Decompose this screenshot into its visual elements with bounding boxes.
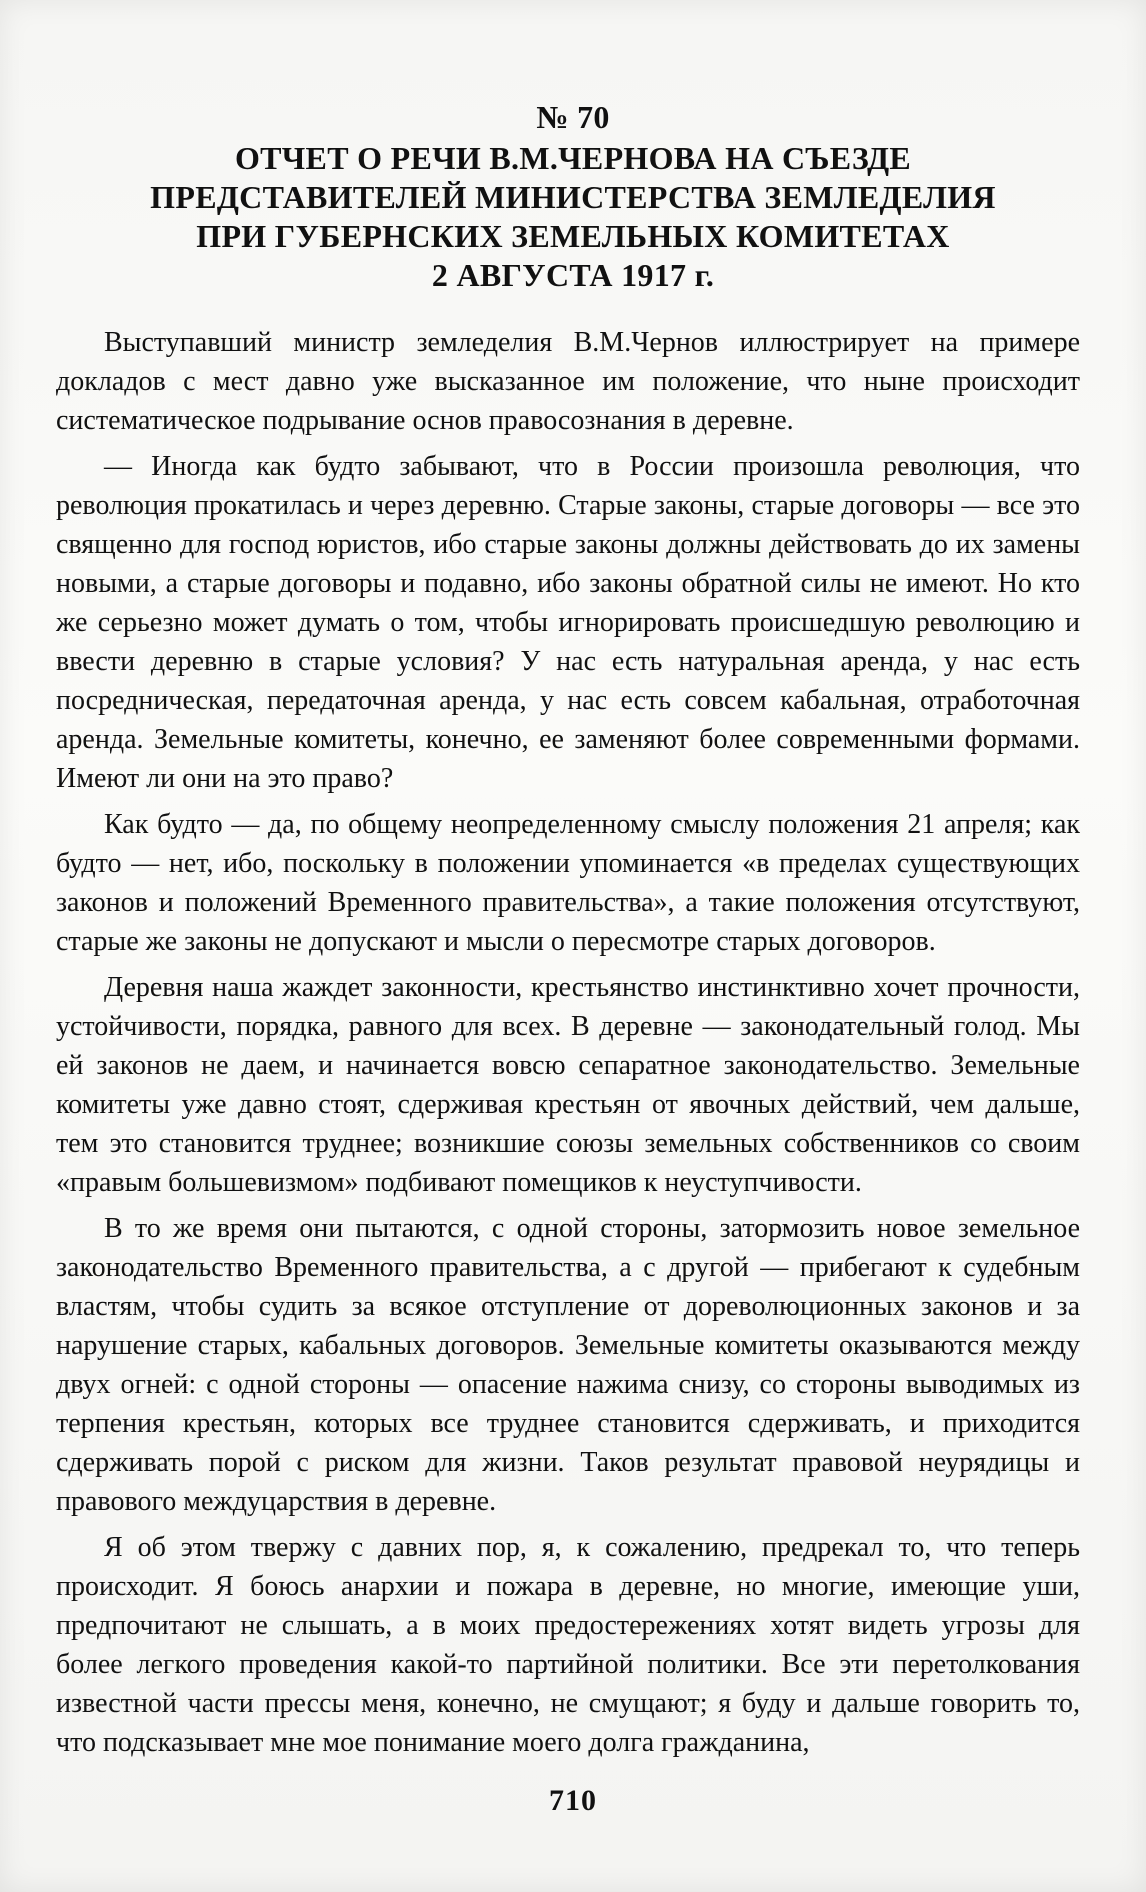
document-number: № 70 [536, 99, 610, 135]
page-number: 710 [549, 1784, 597, 1817]
paragraph-5: В то же время они пытаются, с одной стороны, затормозить новое земельное законодательство Временного правительства, а с другой — прибегают к судебным властям, чтобы судить за всякое отступление от дореволюционных законов и за нарушение старых, кабальных договоров. Земельные комитеты оказываются между двух огней: с одной стороны — опасение нажима снизу, со стороны выводимых из терпения крестьян, которых все труднее становится сдерживать, и приходится сдерживать порой с риском для жизни. Таков результат правовой неурядицы и правового междуцарствия в деревне. [56, 1213, 1080, 1517]
document-date: 2 АВГУСТА 1917 г. [431, 257, 715, 293]
document-header [60, 98, 1086, 295]
document-title-line-1: ОТЧЕТ О РЕЧИ В.М.ЧЕРНОВА НА СЪЕЗДЕ [234, 140, 912, 176]
paragraph-6: Я об этом твержу с давних пор, я, к сожалению, предрекал то, что теперь происходит. Я боюсь анархии и пожара в деревне, но многие, имеющие уши, предпочитают не слышать, а в моих предостережениях хотят видеть угрозы для более легкого проведения какой-то партийной политики. Все эти перетолкования известной части прессы меня, конечно, не смущают; я буду и дальше говорить то, что подсказывает мне мое понимание моего долга гражданина, [56, 1532, 1080, 1758]
paragraph-1: Выступавший министр земледелия В.М.Чернов иллюстрирует на примере докладов с мест давно уже высказанное им положение, что ныне происходит систематическое подрывание основ правосознания в деревне. [56, 327, 1080, 436]
paragraph-4: Деревня наша жаждет законности, крестьянство инстинктивно хочет прочности, устойчивости, порядка, равного для всех. В деревне — законодательный голод. Мы ей законов не даем, и начинается вовсю сепаратное законодательство. Земельные комитеты уже давно стоят, сдерживая крестьян от явочных действий, чем дальше, тем это становится труднее; возникшие союзы земельных собственников со своим «правым большевизмом» подбивают помещиков к неуступчивости. [56, 972, 1080, 1198]
paragraph-2: — Иногда как будто забывают, что в России произошла революция, что революция прокатилась и через деревню. Старые законы, старые договоры — все это священно для господ юристов, ибо старые законы должны действовать до их замены новыми, а старые договоры и подавно, ибо законы обратной силы не имеют. Но кто же серьезно может думать о том, чтобы игнорировать происшедшую революцию и ввести деревню в старые условия? У нас есть натуральная аренда, у нас есть посредническая, передаточная аренда, у нас есть совсем кабальная, отработочная аренда. Земельные комитеты, конечно, ее заменяют более современными формами. Имеют ли они на это право? [56, 451, 1080, 794]
paragraph-3: Как будто — да, по общему неопределенному смыслу положения 21 апреля; как будто — нет, ибо, поскольку в положении упоминается «в пределах существующих законов и положений Временного правительства», а такие положения отсутствуют, старые же законы не допускают и мысли о пересмотре старых договоров. [56, 809, 1080, 957]
document-title-line-3: ПРИ ГУБЕРНСКИХ ЗЕМЕЛЬНЫХ КОМИТЕТАХ [196, 218, 950, 254]
document-body [56, 323, 1080, 1769]
document-title-line-2: ПРЕДСТАВИТЕЛЕЙ МИНИСТЕРСТВА ЗЕМЛЕДЕЛИЯ [150, 179, 996, 215]
